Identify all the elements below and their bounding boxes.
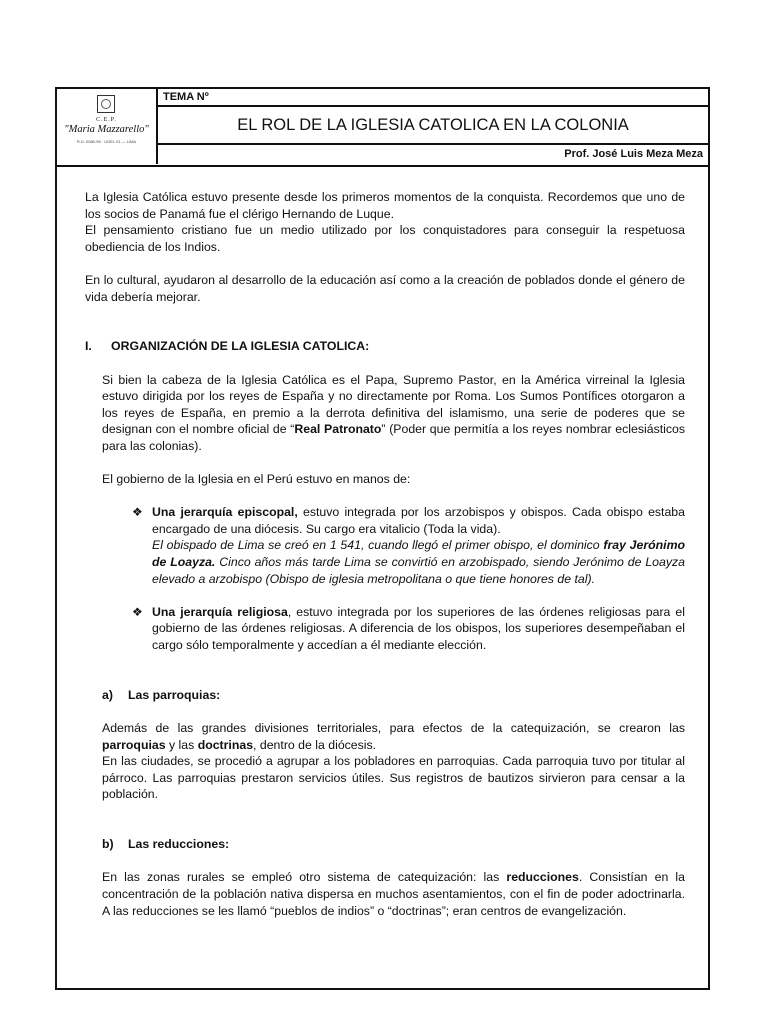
subsection-b-heading: b) Las reducciones: [102,837,230,852]
document-frame [55,87,710,990]
logo-school-name: "Maria Mazzarello" [64,124,149,135]
intro-paragraph-1: La Iglesia Católica estuvo presente desde los primeros momentos de la conquista. Recordemos que uno de los socios de Panamá fue el clérigo Hernando de Luque. [85,190,685,221]
intro-paragraph-2: El pensamiento cristiano fue un medio utilizado por los conquistadores para conseguir la respetuosa obediencia de los Indios. [85,223,685,254]
bullet-1-text: Una jerarquía episcopal, estuvo integrada por los arzobispos y obispos. Cada obispo estaba encargado de una diócesis. Su cargo era vitalicio (Toda la vida). [152,505,685,536]
intro-paragraph-3: En lo cultural, ayudaron al desarrollo de la educación así como a la creación de poblados donde el género de vida debería mejorar. [85,272,685,304]
header-table [57,89,708,167]
tema-row [158,89,708,107]
tema-label: TEMA Nº [163,91,209,103]
school-crest-icon [97,95,115,113]
section-1-title: ORGANIZACIÓN DE LA IGLESIA CATOLICA: [111,339,370,354]
list-item [102,604,685,654]
section-1-number: I. [85,339,92,354]
diamond-bullet-icon: ❖ [132,505,143,520]
bullet-1-note: El obispado de Lima se creó en 1 541, cuando llegó el primer obispo, el dominico fray Jerónimo de Loayza. Cinco años más tarde Lima se convirtió en arzobispado, siendo Jerónimo de Loayza elevado a arzobispo (Obispo de iglesia metropolitana o que tiene honores de tal). [152,538,686,586]
section-1-heading [85,338,685,355]
section-1-content [85,372,685,920]
professor-name: Prof. José Luis Meza Meza [564,148,703,160]
document-body [85,189,685,919]
subsection-a-paragraph-2: En las ciudades, se procedió a agrupar a los pobladores en parroquias. Cada parroquia tuvo por titular al párroco. Las parroquias prestaron servicios útiles. Sus registros de bautizos sirvieron para censar a la población. [102,754,685,802]
section-1-paragraph-1: Si bien la cabeza de la Iglesia Católica es el Papa, Supremo Pastor, en la América virreinal la Iglesia estuvo dirigida por los reyes de España y no directamente por Roma. Los Sumos Pontífices otorgaron a los reyes de España, en premio a la derrota definitiva del islamismo, una serie de poderes que se designan con el nombre oficial de “Real Patronato” (Poder que permitía a los reyes nombrar eclesiásticos para las colonias). [102,372,686,453]
diamond-bullet-icon: ❖ [132,604,143,619]
subsection-b-paragraph-1: En las zonas rurales se empleó otro sistema de catequización: las reducciones. Consistían en la concentración de la población nativa dispersa en muchos asentamientos, con el fin de poder adoctrinarla. A las reducciones se les llamó “pueblos de indios” o “doctrinas”; eran centros de evangelización. [102,870,685,918]
logo-subtext: R.D. 0080-95 · UGEL 01 — LIMA [76,139,137,144]
subsection-a-heading: a) Las parroquias: [102,687,221,702]
bullet-2-text: Una jerarquía religiosa, estuvo integrada por los superiores de las órdenes religiosas para el gobierno de las órdenes religiosas. A diferencia de los obispos, los superiores desempeñaban el cargo sólo temporalmente y accedían a él mediante elección. [152,604,685,653]
section-1-paragraph-2: El gobierno de la Iglesia en el Perú estuvo en manos de: [102,472,411,487]
professor-row [57,145,708,164]
page-title: EL ROL DE LA IGLESIA CATOLICA EN LA COLONIA [237,116,629,134]
list-item [102,504,685,587]
title-row [158,107,708,145]
subsection-a-paragraph-1: Además de las grandes divisiones territoriales, para efectos de la catequización, se crearon las parroquias y las doctrinas, dentro de la diócesis. [102,721,685,752]
logo-cep: C.E.P. [96,117,117,123]
